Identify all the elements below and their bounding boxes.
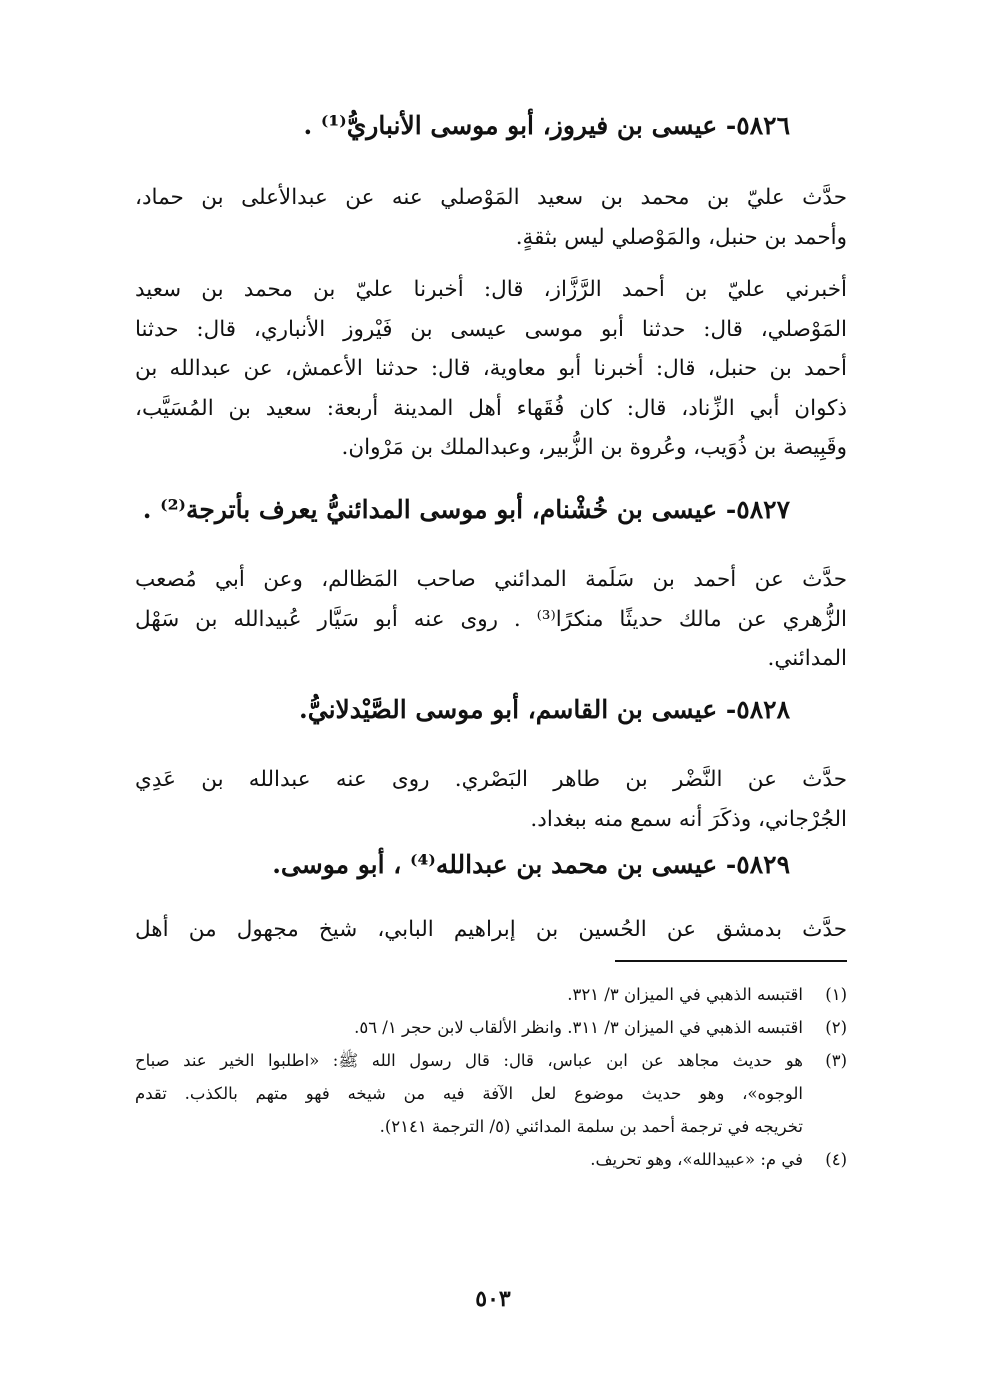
- entry-heading-5827: ٥٨٢٧- عيسى بن خُشْنام، أبو موسى المدائنيُّ يعرف بأترجة⁽²⁾ .: [142, 495, 790, 524]
- footnote-2: [135, 1011, 847, 1044]
- footnotes: [135, 978, 847, 1176]
- footnote-line: في م: «عبيدالله»، وهو تحريف.: [590, 1150, 803, 1169]
- entry-paragraph: [135, 760, 847, 839]
- text-line: أخبرني عليّ بن أحمد الرَّزَّاز، قال: أخبرنا عليّ بن محمد بن سعيد: [135, 277, 847, 302]
- entry-paragraph: [135, 270, 847, 468]
- footnote-line: اقتبسه الذهبي في الميزان ٣/ ٣٢١.: [567, 985, 803, 1004]
- entry-paragraph: [135, 178, 847, 257]
- entry-heading-5829: ٥٨٢٩- عيسى بن محمد بن عبدالله⁽⁴⁾ ، أبو موسى.: [272, 850, 790, 879]
- text-line: حدَّث عن النَّضْر بن طاهر البَصْري. روى عنه عبدالله بن عَدِي: [135, 767, 847, 792]
- footnote-text: [135, 1044, 803, 1143]
- text-line: المدائني.: [767, 646, 847, 671]
- footnote-line: الوجوه»، وهو حديث موضوع لعل الآفة فيه من شيخه فهو متهم بالكذب. تقدم: [135, 1084, 803, 1103]
- footnote-number: (٢): [825, 1018, 847, 1037]
- text-line: الجُرْجاني، وذكَرَ أنه سمع منه ببغداد.: [530, 806, 847, 832]
- footnote-4: [135, 1143, 847, 1176]
- footnote-divider: [615, 960, 847, 962]
- footnote-line: اقتبسه الذهبي في الميزان ٣/ ٣١١. وانظر الألقاب لابن حجر ١/ ٥٦.: [354, 1018, 803, 1037]
- footnote-number: (١): [825, 985, 847, 1004]
- entry-heading-5826: ٥٨٢٦- عيسى بن فيروز، أبو موسى الأنباريُّ⁽¹⁾ .: [303, 111, 790, 140]
- footnote-line: هو حديث مجاهد عن ابن عباس، قال: قال رسول الله ﷺ: «اطلبوا الخير عند صباح: [135, 1051, 803, 1070]
- text-line: وأحمد بن حنبل، والمَوْصلي ليس بثقةٍ.: [515, 224, 847, 250]
- text-line: حدَّث عن أحمد بن سَلَمة المدائني صاحب المَظالم، وعن أبي مُصعب: [135, 567, 847, 592]
- footnote-number: (٣): [825, 1051, 847, 1070]
- text-line: المَوْصلي، قال: حدثنا أبو موسى عيسى بن فَيْروز الأنباري، قال: حدثنا: [135, 316, 847, 342]
- entry-paragraph: [135, 910, 847, 950]
- page-number: ٥٠٣: [475, 1286, 511, 1312]
- footnote-text: [135, 1011, 803, 1044]
- footnote-line: تخريجه في ترجمة أحمد بن سلمة المدائني (٥/ الترجمة ٢١٤١).: [379, 1117, 803, 1136]
- text-line: الزُّهري عن مالك حديثًا منكرًا⁽³⁾ . روى عنه أبو سَيَّار عُبيدالله بن سَهْل: [135, 606, 847, 632]
- footnote-text: [135, 978, 803, 1011]
- text-line: أحمد بن حنبل، قال: أخبرنا أبو معاوية، قال: حدثنا الأعمش، عن عبدالله بن: [135, 356, 847, 381]
- entry-heading-5828: ٥٨٢٨- عيسى بن القاسم، أبو موسى الصَّيْدلانيُّ.: [299, 695, 790, 724]
- text-line: ذكوان أبي الزِّناد، قال: كان فُقَهاء أهل المدينة أربعة: سعيد بن المُسَيَّب،: [135, 395, 847, 421]
- text-line: حدَّث عليّ بن محمد بن سعيد المَوْصلي عنه عن عبدالأعلى بن حماد،: [135, 185, 847, 210]
- text-line: حدَّث بدمشق عن الحُسين بن إبراهيم البابي، شيخ مجهول من أهل: [135, 917, 847, 942]
- footnote-text: [135, 1143, 803, 1176]
- text-line: وقَبِيصة بن ذُوَيب، وعُروة بن الزُّبير، وعبدالملك بن مَرْوان.: [341, 435, 847, 460]
- footnote-3: [135, 1044, 847, 1143]
- footnote-number: (٤): [825, 1150, 847, 1169]
- footnote-1: [135, 978, 847, 1011]
- entry-paragraph: [135, 560, 847, 679]
